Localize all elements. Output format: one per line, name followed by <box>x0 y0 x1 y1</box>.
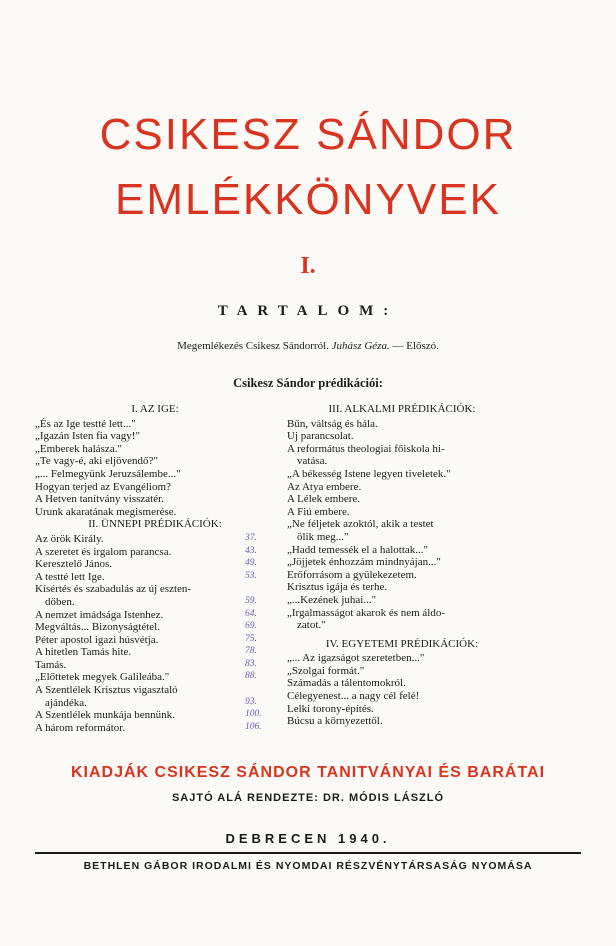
handwritten-page-number: 100. <box>245 709 262 720</box>
contents-item: „...Kezének juhai..." <box>287 593 377 606</box>
contents-item <box>35 671 275 684</box>
section-heading: IV. EGYETEMI PRÉDIKÁCIÓK: <box>325 637 479 650</box>
contents-item: Az Atya embere. <box>287 480 362 493</box>
contents-item <box>35 596 275 609</box>
contents-item <box>35 722 275 735</box>
contents-item: „És az Ige testté lett..." <box>35 417 136 430</box>
item-title: ajándéka. <box>45 696 87 709</box>
handwritten-page-number: 106. <box>245 721 262 732</box>
contents-item: Krisztus igája és terhe. <box>287 581 388 594</box>
contents-item: Lelki torony-építés. <box>287 702 374 715</box>
volume-number: I. <box>300 253 316 279</box>
contents-item: Hogyan terjed az Evangéliom? <box>35 480 171 493</box>
contents-item: ölik meg..." <box>297 530 349 543</box>
contents-item <box>35 621 275 634</box>
handwritten-page-number: 49. <box>245 558 257 569</box>
contents-item: Búcsu a környezettől. <box>287 715 383 728</box>
foreword-label: — Előszó. <box>392 340 439 352</box>
handwritten-page-number: 69. <box>245 621 257 632</box>
contents-item: vatása. <box>297 455 328 468</box>
item-title: A szeretet és irgalom parancsa. <box>35 545 172 558</box>
contents-item: Bűn, váltság és hála. <box>287 417 378 430</box>
item-title: A testté lett Ige. <box>35 570 105 583</box>
item-title: Kísértés és szabadulás az új eszten- <box>35 583 192 596</box>
title-line-1: CSIKESZ SÁNDOR <box>99 110 517 159</box>
contents-item: „Te vagy-é, aki eljövendő?" <box>35 455 158 468</box>
contents-item: „Jöjjetek énhozzám mindnyájan..." <box>287 556 441 569</box>
handwritten-page-number: 64. <box>245 608 257 619</box>
contents-item <box>35 546 275 559</box>
contents-item <box>35 533 275 546</box>
item-title: Tamás. <box>35 658 67 671</box>
contents-item: Erőforrásom a gyülekezetem. <box>287 568 417 581</box>
contents-item: A Fiú embere. <box>287 505 350 518</box>
item-title: Megváltás... Bizonyságtétel. <box>35 621 160 634</box>
contents-item: „Szolgai formát." <box>287 664 365 677</box>
contents-item: A református theologiai főiskola hi- <box>287 442 445 455</box>
contents-heading: TARTALOM: <box>217 303 399 319</box>
contents-item: „Irgalmasságot akarok és nem áldo- <box>287 606 446 619</box>
contents-item: Uj parancsolat. <box>287 430 354 443</box>
item-title: A Szentlélek Krisztus vigasztaló <box>35 684 178 697</box>
contents-item <box>35 709 275 722</box>
contents-item <box>35 558 275 571</box>
contents-item <box>35 583 275 596</box>
left-column <box>35 403 275 734</box>
handwritten-page-number: 37. <box>245 532 257 543</box>
contents-item: zatot." <box>297 619 326 632</box>
handwritten-page-number: 93. <box>245 696 257 707</box>
handwritten-page-number: 75. <box>245 633 257 644</box>
item-title: Az örök Király. <box>35 532 104 545</box>
contents-item <box>35 609 275 622</box>
contents-item: „... Az igazságot szeretetben..." <box>287 652 425 665</box>
handwritten-page-number: 43. <box>245 545 257 556</box>
foreword-line <box>0 340 616 352</box>
section-heading: I. AZ IGE: <box>131 403 179 415</box>
right-column <box>287 403 517 728</box>
contents-item <box>35 659 275 672</box>
item-title: Péter apostol igazi húsvétja. <box>35 633 159 646</box>
handwritten-page-number: 59. <box>245 595 257 606</box>
item-title: A nemzet imádsága Istenhez. <box>35 608 164 621</box>
item-title: „Előttetek megyek Galileába." <box>35 671 170 684</box>
place-year: DEBRECEN 1940. <box>225 831 391 846</box>
divider-rule <box>35 852 581 854</box>
contents-item: A Lélek embere. <box>287 493 360 506</box>
item-title: Keresztelő János. <box>35 558 112 571</box>
sermons-heading: Csikesz Sándor prédikációi: <box>233 376 383 390</box>
item-title: A három reformátor. <box>35 721 126 734</box>
contents-item <box>35 684 275 697</box>
handwritten-page-number: 88. <box>245 671 257 682</box>
contents-item: „A békesség Istene legyen tiveletek." <box>287 467 451 480</box>
contents-item <box>35 697 275 710</box>
contents-item: „Hadd temessék el a halottak..." <box>287 543 429 556</box>
handwritten-page-number: 53. <box>245 570 257 581</box>
item-title: A hitetlen Tamás hite. <box>35 646 132 659</box>
title-line-2: EMLÉKKÖNYVEK <box>115 175 501 224</box>
printer-line: BETHLEN GÁBOR IRODALMI ÉS NYOMDAI RÉSZVÉNYTÁRSASÁG NYOMÁSA <box>83 860 533 872</box>
section-heading: III. ALKALMI PRÉDIKÁCIÓK: <box>328 403 476 415</box>
contents-item: Célegyenest... a nagy cél felé! <box>287 690 420 703</box>
contents-item: „Emberek halásza." <box>35 442 122 455</box>
handwritten-page-number: 83. <box>245 658 257 669</box>
publisher-line: KIADJÁK CSIKESZ SÁNDOR TANITVÁNYAI ÉS BARÁTAI <box>70 764 546 781</box>
contents-item <box>35 571 275 584</box>
contents-item: A Hetven tanítvány visszatér. <box>35 493 164 506</box>
foreword-text: Megemlékezés Csikesz Sándorról. <box>177 340 329 352</box>
item-title: dőben. <box>45 595 75 608</box>
contents-item: „Ne féljetek azoktól, akik a testet <box>287 518 434 531</box>
editor-line: SAJTÓ ALÁ RENDEZTE: DR. MÓDIS LÁSZLÓ <box>171 792 445 804</box>
section-heading: II. ÜNNEPI PRÉDIKÁCIÓK: <box>88 518 222 531</box>
contents-item <box>35 646 275 659</box>
contents-item: Számadás a tálentomokról. <box>287 677 406 690</box>
contents-item: Urunk akaratának megismerése. <box>35 505 177 518</box>
item-title: A Szentlélek munkája bennünk. <box>35 709 175 722</box>
contents-item <box>35 634 275 647</box>
contents-item: „... Felmegyünk Jeruzsálembe..." <box>35 467 181 480</box>
foreword-author: Juhász Géza. <box>331 340 390 352</box>
contents-item: „Igazán Isten fia vagy!" <box>35 430 140 443</box>
handwritten-page-number: 78. <box>245 646 257 657</box>
